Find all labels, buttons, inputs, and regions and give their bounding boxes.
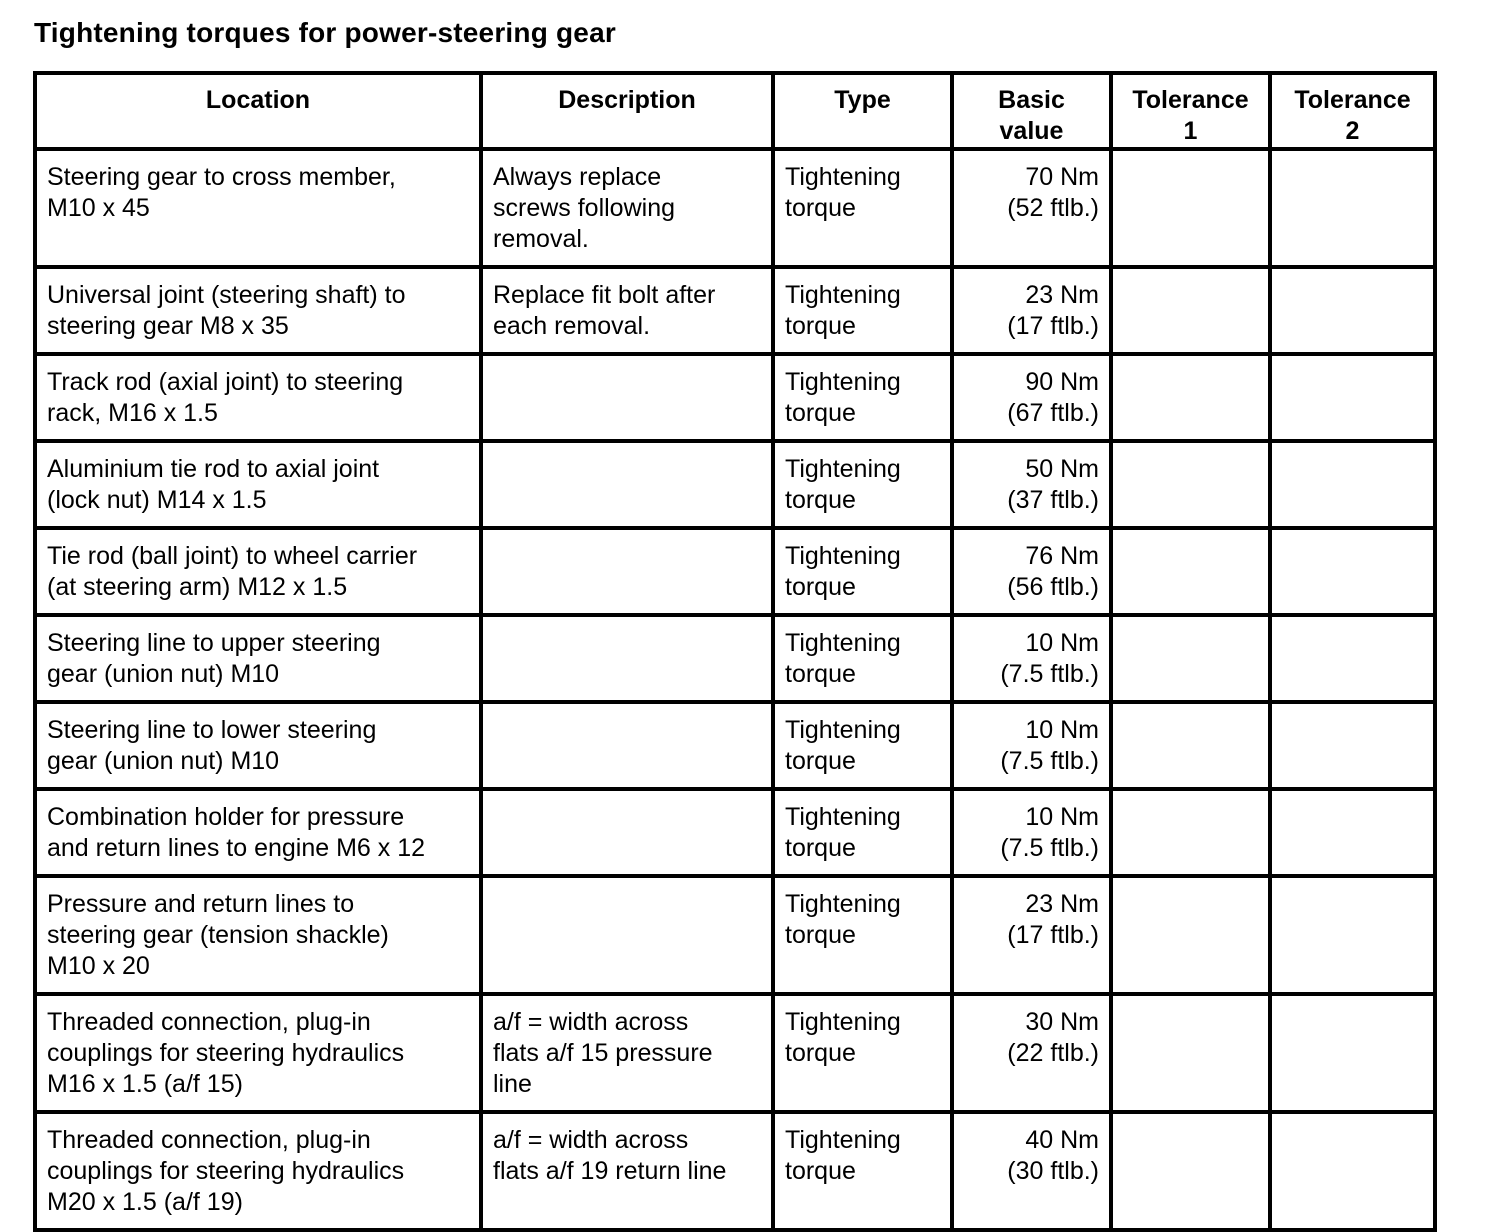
cell-tolerance-1 bbox=[1111, 267, 1270, 354]
cell-text-line: (56 ftlb.) bbox=[1007, 573, 1099, 601]
cell-text-line: screws following bbox=[493, 194, 676, 222]
cell-type bbox=[773, 876, 952, 994]
cell-tolerance-1 bbox=[1111, 441, 1270, 528]
column-header-tolerance-1 bbox=[1111, 73, 1270, 149]
table-row bbox=[35, 267, 1435, 354]
table-row bbox=[35, 702, 1435, 789]
cell-text-line: steering gear M8 x 35 bbox=[47, 312, 289, 340]
table-body bbox=[35, 149, 1435, 1230]
cell-tolerance-2 bbox=[1270, 615, 1435, 702]
cell-tolerance-1 bbox=[1111, 528, 1270, 615]
table-row bbox=[35, 994, 1435, 1112]
cell-text-line: torque bbox=[785, 1039, 856, 1067]
table-header-row bbox=[35, 73, 1435, 149]
column-header-label: Basic bbox=[998, 86, 1065, 114]
cell-text-line: a/f = width across bbox=[493, 1008, 689, 1036]
cell-text-line: Steering line to upper steering bbox=[47, 629, 381, 657]
cell-text-line: Combination holder for pressure bbox=[47, 803, 405, 831]
cell-text-line: gear (union nut) M10 bbox=[47, 660, 280, 688]
cell-text-line: 40 Nm bbox=[1025, 1126, 1099, 1154]
cell-location bbox=[35, 789, 481, 876]
cell-text-line: M10 x 20 bbox=[47, 952, 150, 980]
cell-text-line: 10 Nm bbox=[1025, 716, 1099, 744]
cell-text-line: rack, M16 x 1.5 bbox=[47, 399, 218, 427]
cell-text-line: torque bbox=[785, 573, 856, 601]
cell-text-line: Track rod (axial joint) to steering bbox=[47, 368, 404, 396]
cell-text-line: Replace fit bolt after bbox=[493, 281, 716, 309]
cell-text-line: Always replace bbox=[493, 163, 662, 191]
cell-type bbox=[773, 994, 952, 1112]
cell-text-line: torque bbox=[785, 399, 856, 427]
cell-text-line: Tightening bbox=[785, 1008, 901, 1036]
cell-tolerance-1 bbox=[1111, 615, 1270, 702]
cell-location bbox=[35, 528, 481, 615]
cell-text-line: 10 Nm bbox=[1025, 803, 1099, 831]
cell-tolerance-2 bbox=[1270, 149, 1435, 267]
cell-basic-value bbox=[952, 354, 1111, 441]
cell-type bbox=[773, 789, 952, 876]
cell-text-line: 10 Nm bbox=[1025, 629, 1099, 657]
cell-text-line: each removal. bbox=[493, 312, 651, 340]
cell-tolerance-2 bbox=[1270, 441, 1435, 528]
cell-text-line: Tightening bbox=[785, 368, 901, 396]
table-row bbox=[35, 441, 1435, 528]
cell-text-line: gear (union nut) M10 bbox=[47, 747, 280, 775]
cell-text-line: torque bbox=[785, 486, 856, 514]
table-row bbox=[35, 789, 1435, 876]
table-row bbox=[35, 149, 1435, 267]
cell-location bbox=[35, 441, 481, 528]
cell-text-line: (7.5 ftlb.) bbox=[1000, 660, 1099, 688]
cell-description bbox=[481, 702, 773, 789]
cell-text-line: removal. bbox=[493, 225, 589, 253]
cell-text-line: Tightening bbox=[785, 716, 901, 744]
column-header-label: 2 bbox=[1345, 117, 1360, 145]
cell-text-line: (7.5 ftlb.) bbox=[1000, 834, 1099, 862]
cell-tolerance-2 bbox=[1270, 876, 1435, 994]
cell-type bbox=[773, 267, 952, 354]
cell-text-line: (30 ftlb.) bbox=[1007, 1157, 1099, 1185]
column-header-label: value bbox=[999, 117, 1064, 145]
cell-text-line: (52 ftlb.) bbox=[1007, 194, 1099, 222]
cell-tolerance-2 bbox=[1270, 789, 1435, 876]
torque-table bbox=[33, 71, 1437, 1232]
cell-description bbox=[481, 354, 773, 441]
cell-tolerance-2 bbox=[1270, 267, 1435, 354]
cell-location bbox=[35, 354, 481, 441]
column-header-label: Tolerance bbox=[1294, 86, 1411, 114]
cell-tolerance-1 bbox=[1111, 789, 1270, 876]
cell-type bbox=[773, 441, 952, 528]
cell-text-line: 90 Nm bbox=[1025, 368, 1099, 396]
cell-text-line: (17 ftlb.) bbox=[1007, 921, 1099, 949]
cell-location bbox=[35, 1112, 481, 1230]
cell-text-line: a/f = width across bbox=[493, 1126, 689, 1154]
cell-description bbox=[481, 441, 773, 528]
cell-text-line: flats a/f 19 return line bbox=[493, 1157, 727, 1185]
cell-text-line: Tightening bbox=[785, 542, 901, 570]
cell-text-line: M16 x 1.5 (a/f 15) bbox=[47, 1070, 243, 1098]
cell-text-line: (lock nut) M14 x 1.5 bbox=[47, 486, 267, 514]
cell-type bbox=[773, 528, 952, 615]
cell-location bbox=[35, 994, 481, 1112]
cell-text-line: Tightening bbox=[785, 281, 901, 309]
cell-type bbox=[773, 615, 952, 702]
cell-text-line: (17 ftlb.) bbox=[1007, 312, 1099, 340]
page-title: Tightening torques for power-steering gear bbox=[34, 17, 616, 48]
cell-basic-value bbox=[952, 702, 1111, 789]
cell-text-line: torque bbox=[785, 747, 856, 775]
cell-text-line: Tightening bbox=[785, 455, 901, 483]
cell-description bbox=[481, 876, 773, 994]
cell-basic-value bbox=[952, 994, 1111, 1112]
cell-text-line: Tightening bbox=[785, 163, 901, 191]
cell-text-line: Threaded connection, plug-in bbox=[47, 1008, 371, 1036]
table-row bbox=[35, 615, 1435, 702]
cell-location bbox=[35, 267, 481, 354]
cell-text-line: flats a/f 15 pressure bbox=[493, 1039, 713, 1067]
cell-tolerance-1 bbox=[1111, 876, 1270, 994]
cell-type bbox=[773, 1112, 952, 1230]
column-header-label: Location bbox=[205, 86, 311, 114]
cell-description bbox=[481, 528, 773, 615]
column-header-label: Description bbox=[558, 86, 696, 114]
column-header-label: Tolerance bbox=[1132, 86, 1249, 114]
cell-tolerance-1 bbox=[1111, 354, 1270, 441]
cell-text-line: (67 ftlb.) bbox=[1007, 399, 1099, 427]
table-row bbox=[35, 1112, 1435, 1230]
cell-text-line: (7.5 ftlb.) bbox=[1000, 747, 1099, 775]
cell-basic-value bbox=[952, 149, 1111, 267]
cell-text-line: 23 Nm bbox=[1025, 890, 1099, 918]
cell-type bbox=[773, 702, 952, 789]
cell-text-line: M20 x 1.5 (a/f 19) bbox=[47, 1188, 243, 1216]
cell-tolerance-2 bbox=[1270, 994, 1435, 1112]
cell-text-line: Threaded connection, plug-in bbox=[47, 1126, 371, 1154]
cell-tolerance-1 bbox=[1111, 149, 1270, 267]
cell-text-line: Tie rod (ball joint) to wheel carrier bbox=[47, 542, 418, 570]
cell-basic-value bbox=[952, 267, 1111, 354]
cell-basic-value bbox=[952, 528, 1111, 615]
cell-tolerance-1 bbox=[1111, 1112, 1270, 1230]
cell-type bbox=[773, 354, 952, 441]
cell-text-line: Aluminium tie rod to axial joint bbox=[47, 455, 380, 483]
cell-basic-value bbox=[952, 441, 1111, 528]
cell-basic-value bbox=[952, 615, 1111, 702]
cell-text-line: torque bbox=[785, 312, 856, 340]
cell-text-line: torque bbox=[785, 194, 856, 222]
table-row bbox=[35, 528, 1435, 615]
cell-type bbox=[773, 149, 952, 267]
cell-text-line: and return lines to engine M6 x 12 bbox=[47, 834, 426, 862]
cell-tolerance-1 bbox=[1111, 702, 1270, 789]
cell-text-line: (at steering arm) M12 x 1.5 bbox=[47, 573, 348, 601]
cell-tolerance-2 bbox=[1270, 528, 1435, 615]
cell-text-line: (37 ftlb.) bbox=[1007, 486, 1099, 514]
column-header-description bbox=[481, 73, 773, 149]
column-header-type bbox=[773, 73, 952, 149]
cell-text-line: line bbox=[493, 1070, 532, 1098]
cell-description bbox=[481, 1112, 773, 1230]
cell-basic-value bbox=[952, 789, 1111, 876]
cell-text-line: 76 Nm bbox=[1025, 542, 1099, 570]
cell-text-line: Steering line to lower steering bbox=[47, 716, 377, 744]
cell-tolerance-2 bbox=[1270, 1112, 1435, 1230]
cell-description bbox=[481, 789, 773, 876]
cell-description bbox=[481, 615, 773, 702]
cell-text-line: Tightening bbox=[785, 629, 901, 657]
cell-basic-value bbox=[952, 876, 1111, 994]
cell-description bbox=[481, 149, 773, 267]
cell-text-line: M10 x 45 bbox=[47, 194, 150, 222]
column-header-label: 1 bbox=[1183, 117, 1198, 145]
cell-text-line: torque bbox=[785, 834, 856, 862]
cell-text-line: (22 ftlb.) bbox=[1007, 1039, 1099, 1067]
cell-text-line: Tightening bbox=[785, 890, 901, 918]
cell-text-line: Tightening bbox=[785, 1126, 901, 1154]
cell-text-line: torque bbox=[785, 660, 856, 688]
column-header-label: Type bbox=[834, 86, 891, 114]
cell-text-line: Steering gear to cross member, bbox=[47, 163, 396, 191]
cell-tolerance-1 bbox=[1111, 994, 1270, 1112]
cell-text-line: 50 Nm bbox=[1025, 455, 1099, 483]
cell-text-line: torque bbox=[785, 1157, 856, 1185]
cell-tolerance-2 bbox=[1270, 702, 1435, 789]
cell-text-line: 23 Nm bbox=[1025, 281, 1099, 309]
cell-text-line: Tightening bbox=[785, 803, 901, 831]
cell-location bbox=[35, 149, 481, 267]
cell-text-line: 30 Nm bbox=[1025, 1008, 1099, 1036]
cell-text-line: couplings for steering hydraulics bbox=[47, 1039, 405, 1067]
table-row bbox=[35, 354, 1435, 441]
column-header-location bbox=[35, 73, 481, 149]
cell-description bbox=[481, 994, 773, 1112]
cell-tolerance-2 bbox=[1270, 354, 1435, 441]
cell-text-line: Pressure and return lines to bbox=[47, 890, 355, 918]
cell-text-line: 70 Nm bbox=[1025, 163, 1099, 191]
cell-text-line: steering gear (tension shackle) bbox=[47, 921, 389, 949]
column-header-tolerance-2 bbox=[1270, 73, 1435, 149]
cell-basic-value bbox=[952, 1112, 1111, 1230]
cell-location bbox=[35, 876, 481, 994]
cell-text-line: Universal joint (steering shaft) to bbox=[47, 281, 406, 309]
table-row bbox=[35, 876, 1435, 994]
cell-text-line: couplings for steering hydraulics bbox=[47, 1157, 405, 1185]
cell-location bbox=[35, 615, 481, 702]
cell-text-line: torque bbox=[785, 921, 856, 949]
column-header-basic-value bbox=[952, 73, 1111, 149]
cell-location bbox=[35, 702, 481, 789]
cell-description bbox=[481, 267, 773, 354]
